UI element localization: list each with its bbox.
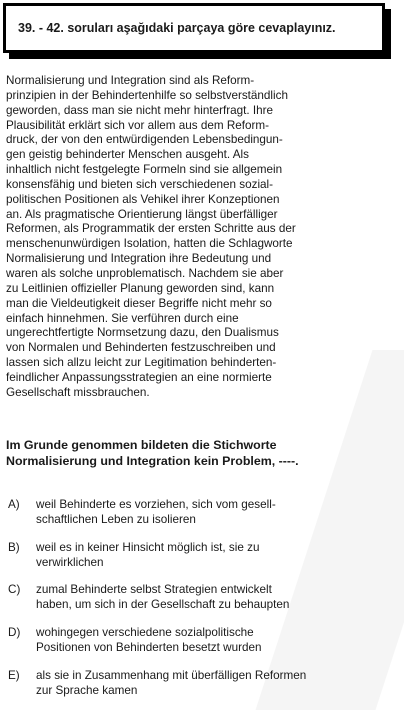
passage-line: druck, der von den entwürdigenden Lebensbedingun- <box>6 133 283 147</box>
passage-line: man die Vieldeutigkeit dieser Begriffe nicht mehr so <box>6 296 272 310</box>
passage-line: prinzipien in der Behindertenhilfe so selbstverständlich <box>6 88 288 102</box>
question-line: Normalisierung und Integration kein Problem, ----. <box>6 454 299 468</box>
option-text-line: weil Behinderte es vorziehen, sich vom gesell- <box>36 498 276 511</box>
passage-line: politischen Positionen als Vehikel ihrer Konzeptionen <box>6 192 280 206</box>
passage-line: waren als solche unproblematisch. Nachdem sie aber <box>6 266 284 280</box>
option-text-line: als sie in Zusammenhang mit überfälligen Reformen <box>36 669 307 682</box>
passage-line: Gesellschaft missbrauchen. <box>6 385 150 399</box>
passage-line: Plausibilität erklärt sich vor allem aus dem Reform- <box>6 118 270 132</box>
instruction-box <box>3 3 385 53</box>
passage-line: zu Leitlinien offizieller Planung geworden sind, kann <box>6 281 275 295</box>
option-text-line: zumal Behinderte selbst Strategien entwickelt <box>36 583 272 596</box>
passage-line: Normalisierung und Integration ihre Bedeutung und <box>6 252 272 266</box>
background-watermark <box>256 350 404 710</box>
option-letter: D) <box>8 626 21 639</box>
reading-passage <box>6 74 398 401</box>
option-letter: B) <box>8 541 20 554</box>
option-letter: A) <box>8 498 20 511</box>
passage-line: lassen sich allzu leicht zur Legitimation behinderten- <box>6 356 277 370</box>
passage-line: gen geistig behinderter Menschen ausgeht. Als <box>6 148 250 162</box>
passage-line: menschenunwürdigen Isolation, hatten die Schlagworte <box>6 237 293 251</box>
option-text-line: Positionen von Behinderten besetzt wurden <box>36 641 262 654</box>
question-stem <box>6 437 398 469</box>
instruction-text: 39. - 42. soruları aşağıdaki parçaya göre cevaplayınız. <box>18 21 336 35</box>
passage-line: von Normalen und Behinderten festzuschreiben und <box>6 341 276 355</box>
passage-line: einfach hinnehmen. Sie verführen durch eine <box>6 311 239 325</box>
passage-line: feindlicher Anpassungsstrategien an eine normierte <box>6 370 272 384</box>
passage-line: geworden, dass man sie nicht mehr hinterfragt. Ihre <box>6 103 273 117</box>
passage-line: konsensfähig und bieten sich verschiedenen sozial- <box>6 177 274 191</box>
option-text-line: zur Sprache kamen <box>36 684 138 697</box>
header-box-shadow <box>385 9 391 59</box>
passage-line: ungerechtfertigte Normsetzung dazu, den Dualismus <box>6 326 279 340</box>
question-line: Im Grunde genommen bildeten die Stichworte <box>6 438 277 452</box>
option-text-line: schaftlichen Leben zu isolieren <box>36 513 196 526</box>
option-text-line: weil es in keiner Hinsicht möglich ist, sie zu <box>36 541 260 554</box>
option-letter: E) <box>8 669 20 682</box>
option-text-line: wohingegen verschiedene sozialpolitische <box>36 626 254 639</box>
option-letter: C) <box>8 583 21 596</box>
passage-line: Normalisierung und Integration sind als Reform- <box>6 74 255 87</box>
header-box-shadow-bottom <box>9 53 391 59</box>
passage-line: an. Als pragmatische Orientierung längst überfälliger <box>6 207 278 221</box>
option-text-line: haben, um sich in der Gesellschaft zu behaupten <box>36 598 290 611</box>
option-text-line: verwirklichen <box>36 556 104 569</box>
passage-line: inhaltlich nicht festgelegte Formeln sind sie allgemein <box>6 163 283 177</box>
passage-line: Reformen, als Programmatik der ersten Schritte aus der <box>6 222 296 236</box>
